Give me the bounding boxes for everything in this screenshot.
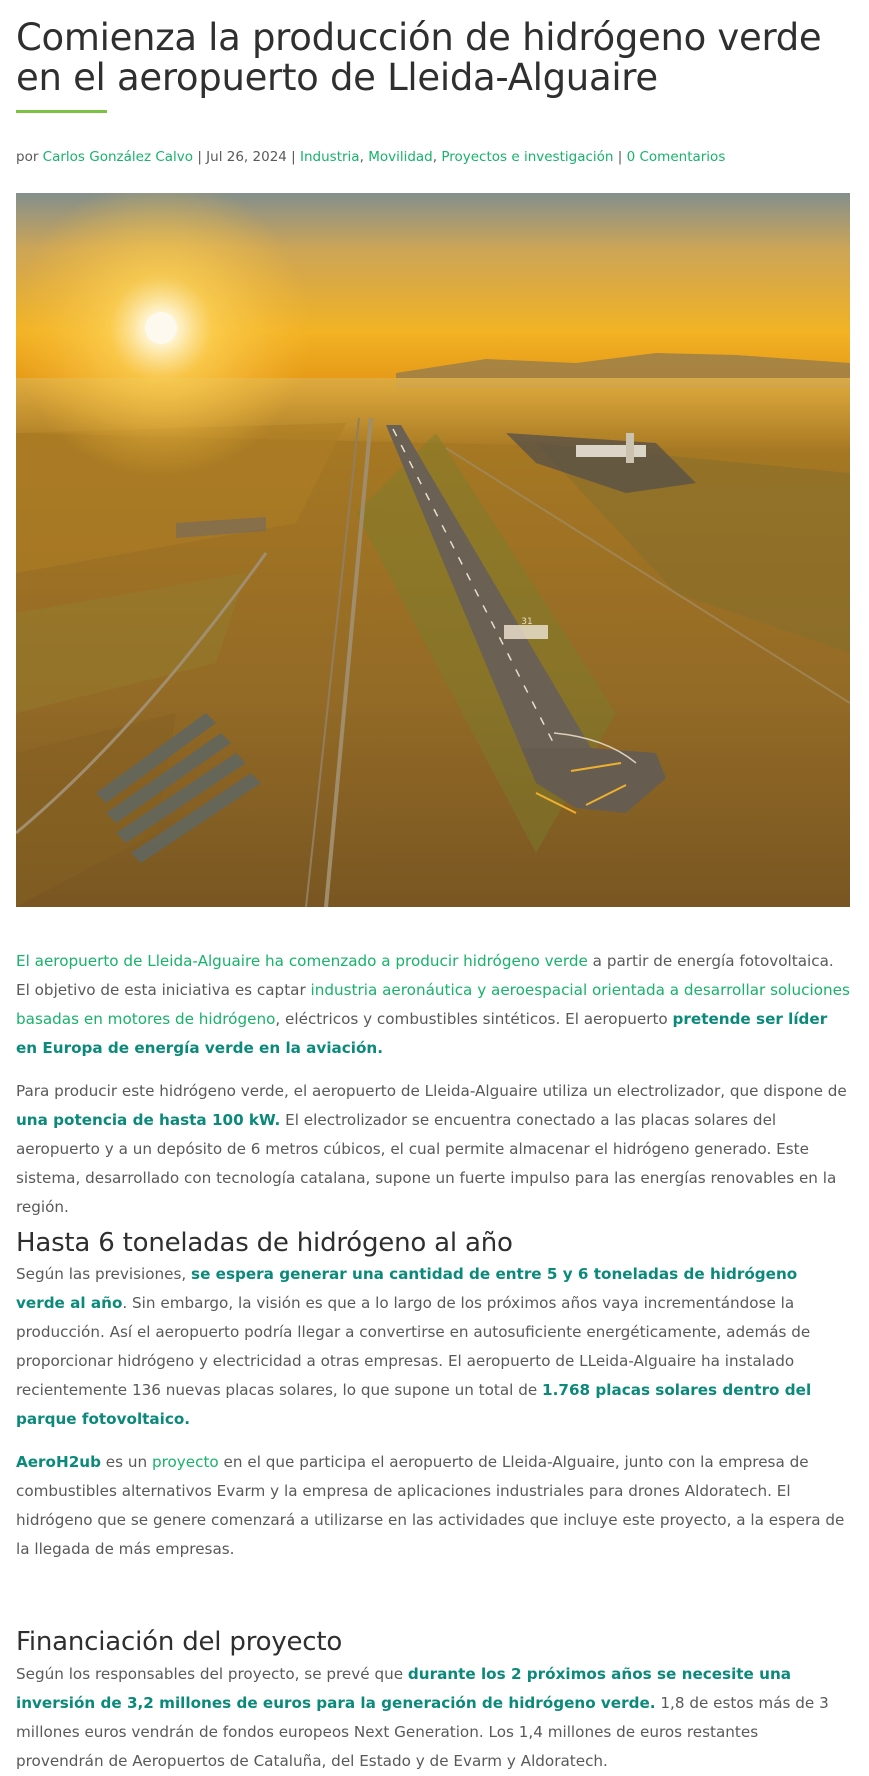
runway-number: 31 (521, 617, 533, 627)
text-run: en el que participa el aeropuerto de Lleida-Alguaire, junto con la empresa de combustibles alternativos Evarm y la empresa de aplicaciones industriales para drones Aldoratech. El hidrógeno que se genere comenzará a utilizarse en las actividades que incluye este proyecto, a la espera de la llegada de más empresas. (16, 1453, 845, 1558)
author-link[interactable]: Carlos González Calvo (42, 149, 194, 165)
text-run: 1,8 de estos más de 3 millones euros vendrán de fondos europeos Next Generation. Los 1,4 millones de euros restantes provendrán de Aeropuertos de Cataluña, del Estado y de Evarm y Aldoratech. (16, 1694, 829, 1770)
link-aeronautic-industry[interactable]: industria aeronáutica y aeroespacial orientada a desarrollar soluciones basadas en motores de hidrógeno (16, 981, 850, 1028)
meta-separator: | (193, 149, 207, 165)
post-meta (16, 148, 725, 166)
hero-image (16, 193, 850, 907)
text-run: Según los responsables del proyecto, se prevé que (16, 1665, 408, 1683)
paragraph-forecast (16, 1260, 850, 1434)
bold-aeroh2ub: AeroH2ub (16, 1453, 101, 1471)
category-link-industria[interactable]: Industria (300, 149, 360, 165)
text-run: , eléctricos y combustibles sintéticos. El aeropuerto (275, 1010, 673, 1028)
meta-separator: | (286, 149, 301, 165)
bold-leader-europe: pretende ser líder en Europa de energía verde en la aviación. (16, 1010, 828, 1057)
link-hydrogen-production[interactable]: El aeropuerto de Lleida-Alguaire ha comenzado a producir hidrógeno verde (16, 952, 588, 970)
category-link-movilidad[interactable]: Movilidad (368, 149, 433, 165)
comments-link[interactable]: 0 Comentarios (626, 149, 726, 165)
text-run: Según las previsiones, (16, 1265, 192, 1283)
article-title: Comienza la producción de hidrógeno verde en el aeropuerto de Lleida-Alguaire (16, 16, 822, 99)
bold-5-6-tons: se espera generar una cantidad de entre 5 y 6 toneladas de hidrógeno verde al año (16, 1265, 798, 1312)
paragraph-aeroh2ub (16, 1448, 850, 1564)
bold-solar-panels: 1.768 placas solares dentro del parque fotovoltaico. (16, 1381, 812, 1428)
text-run: a partir de energía fotovoltaica. El objetivo de esta iniciativa es captar (16, 952, 834, 999)
meta-separator: | (613, 149, 627, 165)
post-date: Jul 26, 2024 (206, 149, 287, 165)
bold-investment: durante los 2 próximos años se necesite una inversión de 3,2 millones de euros para la generación de hidrógeno verde. (16, 1665, 792, 1712)
airport-aerial-photo (16, 193, 850, 907)
meta-comma: , (359, 149, 369, 165)
category-link-proyectos[interactable]: Proyectos e investigación (441, 149, 614, 165)
meta-by: por (16, 149, 43, 165)
paragraph-financing (16, 1660, 850, 1776)
paragraph-electrolyzer (16, 1077, 850, 1222)
text-run: El electrolizador se encuentra conectado a las placas solares del aeropuerto y a un depósito de 6 metros cúbicos, el cual permite almacenar el hidrógeno generado. Este sistema, desarrollado con tecnología catalana, supone un fuerte impulso para las energías renovables en la región. (16, 1111, 837, 1216)
heading-financing: Financiación del proyecto (16, 1627, 343, 1657)
text-run: . Sin embargo, la visión es que a lo largo de los próximos años vaya incrementándose la producción. Así el aeropuerto podría llegar a convertirse en autosuficiente energéticamente, además de proporcionar hidrógeno y electricidad a otras empresas. El aeropuerto de LLeida-Alguaire ha instalado recientemente 136 nuevas placas solares, lo que supone un total de (16, 1294, 811, 1399)
paragraph-intro (16, 947, 850, 1063)
heading-6-tons: Hasta 6 toneladas de hidrógeno al año (16, 1228, 513, 1258)
meta-comma: , (432, 149, 442, 165)
text-run: es un (100, 1453, 152, 1471)
text-run: Para producir este hidrógeno verde, el aeropuerto de Lleida-Alguaire utiliza un electrolizador, que dispone de (16, 1082, 847, 1100)
link-project[interactable]: proyecto (151, 1453, 219, 1471)
article-body (16, 947, 850, 1776)
title-underline (16, 110, 107, 113)
bold-power-100kw: una potencia de hasta 100 kW. (16, 1111, 281, 1129)
